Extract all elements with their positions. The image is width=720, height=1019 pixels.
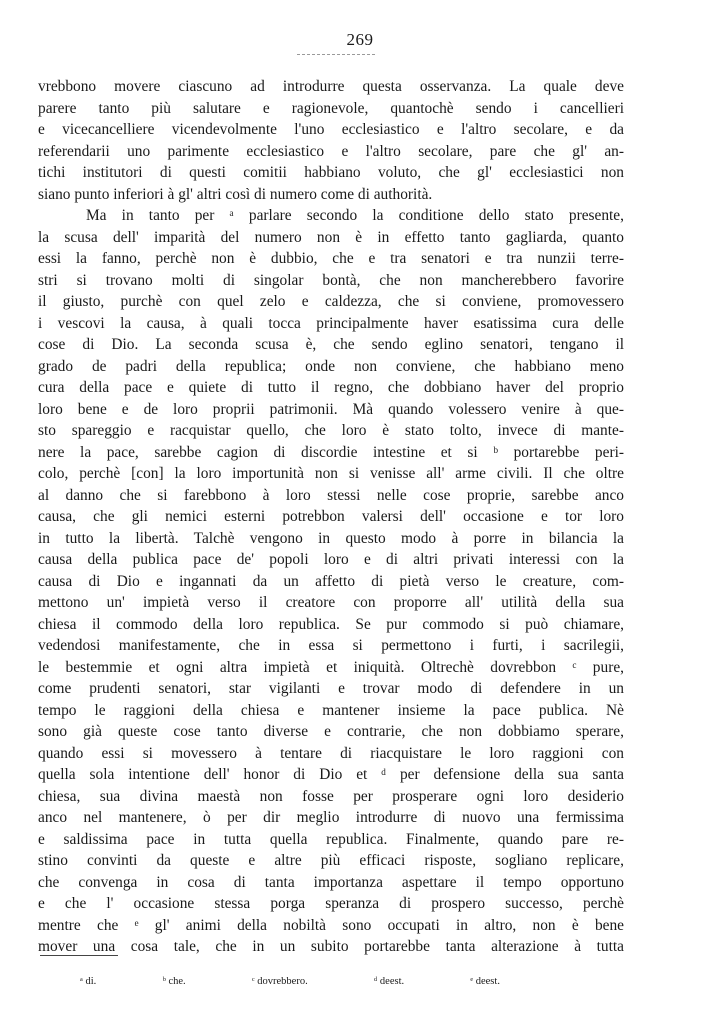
footnote-e: ᵉ deest.: [470, 976, 500, 987]
text-line: al danno che si farebbono à loro stessi nelle cose proprie, sarebbe anco: [38, 486, 624, 504]
page-number-rule: [297, 54, 375, 55]
text-line: che convenga in cosa di tanta importanza aspettare il tempo opportuno: [38, 873, 624, 891]
text-line: sto spareggio e racquistar quello, che loro è stato tolto, invece di mante-: [38, 422, 624, 439]
text-line: tichi institutori di questi comitii habbiano voluto, che gl' ecclesiastici non: [38, 164, 624, 181]
paragraph-start-line: Ma in tanto per ᵃ parlare secondo la conditione dello stato presente,: [86, 207, 624, 224]
footnotes: [80, 976, 500, 987]
text-line: siano punto inferiori à gl' altri così di numero come di authorità.: [38, 185, 433, 203]
text-line: e vicecancelliere vicendevolmente l'uno ecclesiastico e l'altro secolare, e da: [38, 121, 624, 138]
text-line: nere la pace, sarebbe cagion di discordie intestine et si ᵇ portarebbe peri-: [38, 443, 624, 461]
footnote-c: ᶜ dovrebbero.: [251, 976, 308, 987]
text-line: tempo le raggioni della chiesa e mantener insieme la pace publica. Nè: [38, 701, 624, 719]
text-line: mentre che ᵉ gl' animi della nobiltà sono occupati in altro, non è bene: [38, 916, 624, 934]
text-line: grado de padri della republica; onde non conviene, che habbiano meno: [38, 357, 624, 375]
text-line: loro bene e de loro proprii patrimonii. Mà quando volessero venire à que-: [38, 400, 624, 418]
text-line: quando essi si movessero à tentare di riacquistare le loro raggioni con: [38, 744, 624, 762]
text-line: referendarii uno parimente ecclesiastico e l'altro secolare, pare che gl' an-: [38, 142, 624, 160]
text-line: la scusa dell' imparità del numero non è in effetto tanto gagliarda, quanto: [38, 228, 624, 246]
text-line: cura della pace e quiete di tutto il regno, che dobbiano haver del proprio: [38, 379, 624, 396]
text-line: causa, che gli nemici esterni potrebbon valersi dell' occasione e tor loro: [38, 508, 624, 525]
footnote-d: ᵈ deest.: [374, 976, 405, 987]
text-line: colo, perchè [con] la loro importunità non si venisse all' arme civili. Il che oltre: [38, 465, 624, 482]
text-line: parere tanto più salutare e ragionevole, quantochè sendo i cancellieri: [38, 99, 624, 117]
text-line: causa della publica pace de' popoli loro e di altri privati interessi con la: [38, 551, 624, 568]
text-line: sono già queste cose tanto diverse e contrarie, che non dobbiamo sperare,: [38, 723, 624, 740]
body-text: [38, 76, 624, 958]
text-line: essi la fanno, perchè non è dubbio, che e tra senatori e tra nunzii terre-: [38, 250, 624, 267]
text-line: in tutto la libertà. Talchè vengono in questo modo à porre in bilancia la: [38, 529, 624, 547]
text-line: vedendosi manifestamente, che in essa si permettono i furti, i sacrilegii,: [38, 637, 624, 654]
text-line: le bestemmie et ogni altra impietà et iniquità. Oltrechè dovrebbon ᶜ pure,: [38, 658, 624, 676]
text-line: causa di Dio e ingannati da un affetto di pietà verso le creature, com-: [38, 572, 624, 590]
footnote-separator: [40, 955, 118, 956]
text-line: come prudenti senatori, star vigilanti e trovar modo di defendere in un: [38, 680, 624, 697]
text-line: mettono un' impietà verso il creatore con proporre all' utilità della sua: [38, 594, 624, 611]
text-line: stri si trovano molti di singolar bontà, che non mancherebbero favorire: [38, 271, 624, 289]
text-line: chiesa il commodo della loro republica. Se pur commodo si può chiamare,: [38, 615, 624, 633]
text-line: e che l' occasione stessa porga speranza di prospero successo, perchè: [38, 895, 624, 912]
page-number: 269: [346, 30, 374, 49]
text-line: e saldissima pace in tutta quella republica. Finalmente, quando pare re-: [38, 830, 624, 848]
text-line: vrebbono movere ciascuno ad introdurre questa osservanza. La quale deve: [38, 78, 624, 95]
footnote-a: ᵃ di.: [80, 976, 97, 987]
text-line: mover una cosa tale, che in un subito portarebbe tanta alterazione à tutta: [38, 938, 624, 955]
text-line: il giusto, purchè con quel zelo e caldezza, che si conviene, promovessero: [38, 293, 624, 310]
text-line: i vescovi la causa, à quali tocca principalmente haver esatissima cura delle: [38, 314, 624, 332]
text-line: quella sola intentione dell' honor di Dio et ᵈ per defensione della sua santa: [38, 766, 624, 783]
text-line: cose di Dio. La seconda scusa è, che sendo eglino senatori, tengano il: [38, 336, 624, 353]
footnote-b: ᵇ che.: [162, 976, 186, 987]
text-line: anco nel mantenere, ò per dir meglio introdurre di nuovo una fermissima: [38, 809, 624, 826]
text-line: chiesa, sua divina maestà non fosse per prosperare ogni loro desiderio: [38, 787, 624, 805]
text-line: stino convinti da queste e altre più efficaci risposte, sogliano replicare,: [38, 852, 624, 869]
